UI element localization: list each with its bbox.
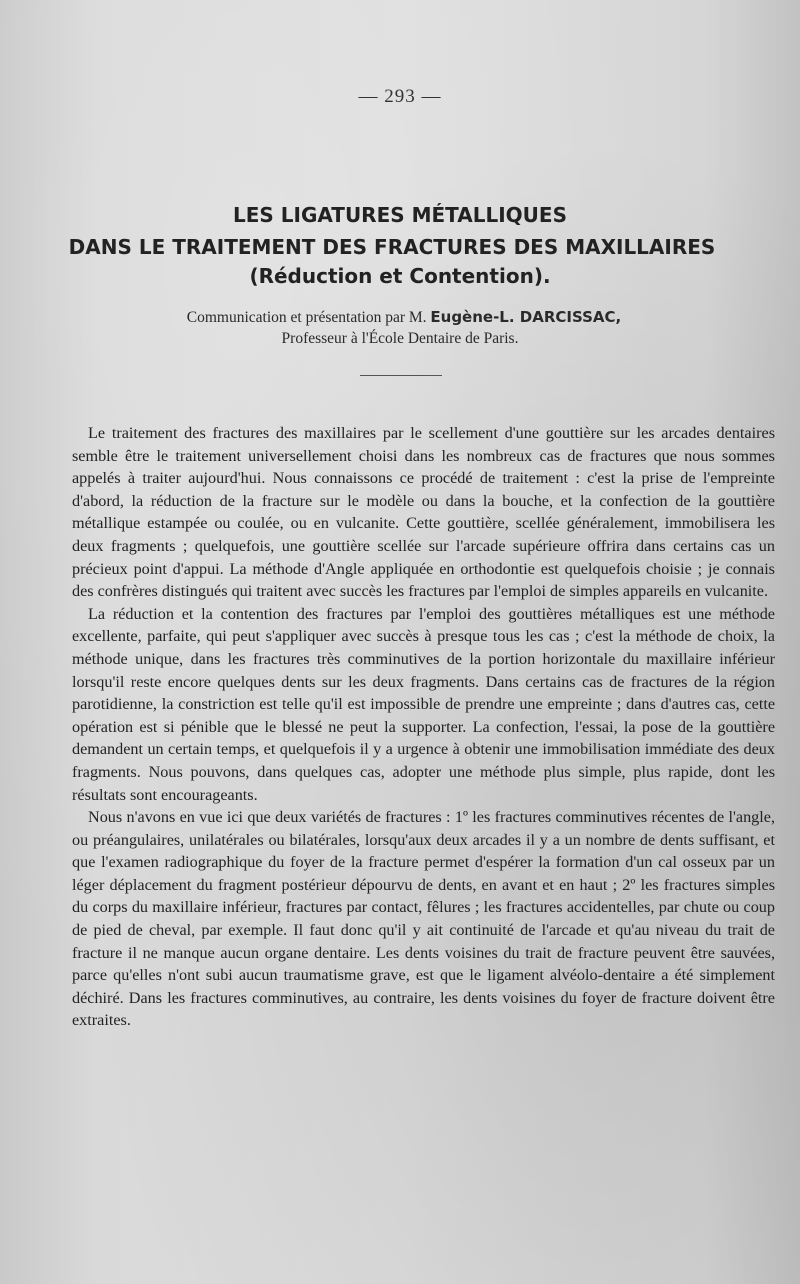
paragraph-2: La réduction et la contention des fractures par l'emploi des gouttières métalliques est une méthode excellente, parfaite, qui peut s'appliquer avec succès à presque tous les cas ; c'est la méthode de choix, la méthode unique, dans les fractures très comminutives de la portion horizontale du maxillaire inférieur lorsqu'il reste encore quelques dents sur les deux fragments. Dans certains cas de fractures de la région parotidienne, la constriction est telle qu'il est impossible de prendre une empreinte ; dans d'autres cas, cette opération est si pénible que le blessé ne peut la supporter. La confection, l'essai, la pose de la gouttière demandent un certain temps, et quelquefois il y a urgence à obtenir une immobilisation immédiate des deux fragments. Nous pouvons, dans quelques cas, adopter une méthode plus simple, plus rapide, dont les résultats sont encourageants. xyxy=(72,604,775,804)
body-text xyxy=(72,422,775,1032)
title-line-3: (Réduction et Contention). xyxy=(249,264,551,288)
paragraph-3: Nous n'avons en vue ici que deux variétés de fractures : 1º les fractures comminutives récentes de l'angle, ou préangulaires, unilatérales ou bilatérales, lorsqu'aux deux arcades il y a un nombre de dents suffisant, et que l'examen radiographique du foyer de la fracture permet d'espérer la formation d'un cal osseux par un léger déplacement du fragment postérieur dépourvu de dents, en avant et en haut ; 2º les fractures simples du corps du maxillaire inférieur, fractures par contact, fêlures ; les fractures accidentelles, par chute ou coup de pied de cheval, par exemple. Il faut donc qu'il y ait continuité de l'arcade et qu'au niveau du trait de fracture il ne manque aucun organe dentaire. Les dents voisines du trait de fracture peuvent être sauvées, parce qu'elles n'ont subi aucun traumatisme grave, est que le ligament alvéolo-dentaire a été simplement déchiré. Dans les fractures comminutives, au contraire, les dents voisines du foyer de fracture doivent être extraites. xyxy=(72,808,775,1030)
author-affiliation: Professeur à l'École Dentaire de Paris. xyxy=(281,330,519,347)
paragraph-1: Le traitement des fractures des maxillaires par le scellement d'une gouttière sur les arcades dentaires semble être le traitement universellement choisi dans les nombreux cas de fractures que nous sommes appelés à traiter aujourd'hui. Nous connaissons ce procédé de traitement : c'est la prise de l'empreinte d'abord, la réduction de la fracture sur le modèle ou dans la bouche, et la confection de la gouttière métallique estampée ou coulée, ou en vulcanite. Cette gouttière, scellée généralement, immobilisera les deux fragments ; quelquefois, une gouttière scellée sur l'arcade supérieure offrira dans certains cas un précieux point d'appui. La méthode d'Angle appliquée en orthodontie est quelquefois choisie ; je connais des confrères distingués qui traitent avec succès les fractures par l'emploi de simples appareils en vulcanite. xyxy=(72,424,775,601)
title-line-2: DANS LE TRAITEMENT DES FRACTURES DES MAXILLAIRES xyxy=(68,235,716,259)
byline xyxy=(4,308,800,327)
title-line-1: LES LIGATURES MÉTALLIQUES xyxy=(233,203,567,227)
page-number: — 293 — xyxy=(358,86,442,107)
byline-intro: Communication et présentation par M. xyxy=(186,309,427,326)
separator-rule xyxy=(360,375,442,376)
author-name: Eugène-L. DARCISSAC, xyxy=(430,308,622,326)
